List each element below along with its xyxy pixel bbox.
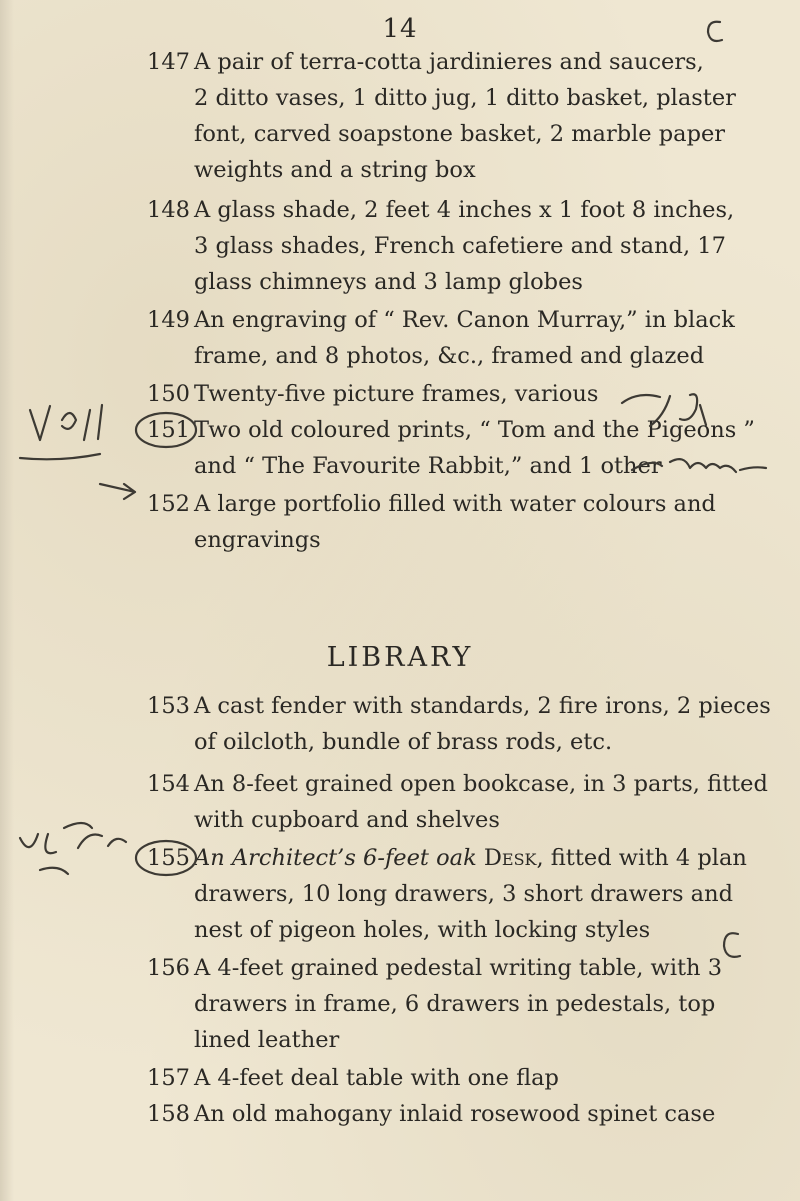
lot-number: 155 <box>147 845 190 871</box>
lot-number: 153 <box>147 693 190 719</box>
arrow-152 <box>100 484 135 499</box>
lot-title-italic: An Architect’s 6-feet oak <box>194 845 484 871</box>
lot-title-rest: , fitted with 4 plan <box>536 845 747 871</box>
lot-number: 151 <box>147 417 190 443</box>
lot-text-line: A pair of terra-cotta jardinieres and saucers, <box>194 49 704 75</box>
margin-scribble-155 <box>20 823 126 874</box>
lot-text-line: of oilcloth, bundle of brass rods, etc. <box>194 729 613 755</box>
lot-number: 157 <box>147 1065 190 1091</box>
lot-number: 156 <box>147 955 190 981</box>
lot-title-smallcaps: Desk <box>483 845 537 871</box>
lot-text-line: drawers in frame, 6 drawers in pedestals, top <box>194 991 716 1017</box>
section-heading: LIBRARY <box>326 642 474 673</box>
lot-text-line: lined leather <box>194 1027 340 1053</box>
lot-text-line: weights and a string box <box>194 157 476 183</box>
lot-number: 148 <box>147 197 190 223</box>
lot-number: 152 <box>147 491 190 517</box>
lot-151-circle-mark <box>136 413 196 447</box>
lot-text-line: glass chimneys and 3 lamp globes <box>194 269 583 295</box>
lot-text-line: drawers, 10 long drawers, 3 short drawers and <box>194 881 733 907</box>
lot-number: 150 <box>147 381 190 407</box>
lot-text-line: 2 ditto vases, 1 ditto jug, 1 ditto basket, plaster <box>194 85 736 111</box>
lot-text-line: 3 glass shades, French cafetiere and stand, 17 <box>194 233 726 259</box>
lot-text-line: Two old coloured prints, “ Tom and the Pigeons ” <box>194 417 755 443</box>
lot-text-line: A large portfolio filled with water colours and <box>194 491 716 517</box>
lot-text-line: A cast fender with standards, 2 fire irons, 2 pieces <box>194 693 771 719</box>
lot-text-line: A 4-feet grained pedestal writing table, with 3 <box>194 955 723 981</box>
page-number: 14 <box>382 14 418 44</box>
lot-number: 147 <box>147 49 190 75</box>
lot-text-line: engravings <box>194 527 321 553</box>
margin-scribble-151-right <box>622 394 766 472</box>
lot-text-line: A 4-feet deal table with one flap <box>194 1065 559 1091</box>
lot-text-line: An engraving of “ Rev. Canon Murray,” in black <box>194 307 735 333</box>
lot-text-line: A glass shade, 2 feet 4 inches x 1 foot 8 inches, <box>194 197 735 223</box>
lot-text-line: An 8-feet grained open bookcase, in 3 parts, fitted <box>194 771 768 797</box>
lot-155-circle-mark <box>136 841 196 875</box>
lot-number: 154 <box>147 771 190 797</box>
lot-text-line: font, carved soapstone basket, 2 marble paper <box>194 121 726 147</box>
corner-mark <box>708 22 722 41</box>
lot-text-line: nest of pigeon holes, with locking styles <box>194 917 651 943</box>
lot-number: 158 <box>147 1101 190 1127</box>
lot-number: 149 <box>147 307 190 333</box>
lot-text-line: frame, and 8 photos, &c., framed and glazed <box>194 343 705 369</box>
lot-text-line: An old mahogany inlaid rosewood spinet case <box>194 1101 716 1127</box>
lot-text-line: with cupboard and shelves <box>194 807 500 833</box>
right-margin-mark <box>724 933 740 957</box>
lot-text-line: and “ The Favourite Rabbit,” and 1 other <box>194 453 662 479</box>
margin-scribble-151 <box>20 405 102 459</box>
lot-text-line: Twenty-five picture frames, various <box>194 381 599 407</box>
